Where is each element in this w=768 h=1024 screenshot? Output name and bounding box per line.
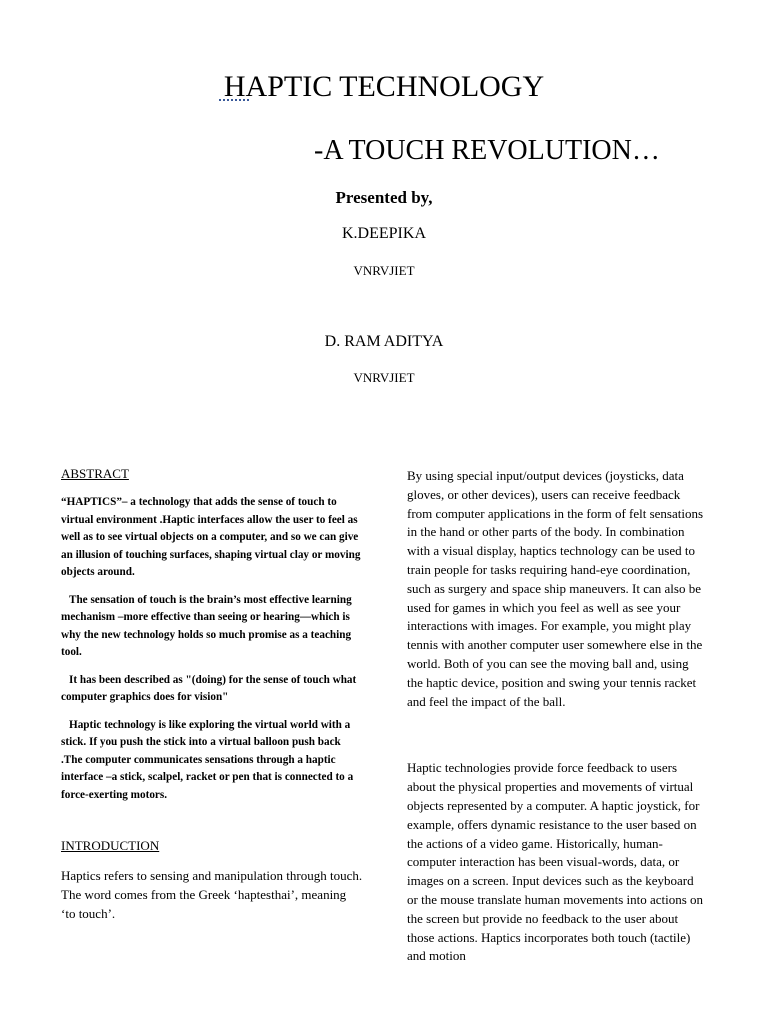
author-name-2: D. RAM ADITYA: [324, 333, 444, 350]
presented-by-label: Presented by,: [335, 188, 433, 207]
abstract-heading: ABSTRACT: [61, 466, 129, 481]
right-column: [407, 467, 707, 966]
paper-subtitle: -A TOUCH REVOLUTION…: [314, 135, 660, 166]
abstract-paragraph-2: The sensation of touch is the brain’s most effective learning mechanism –more effective than seeing or hearing—which is why the new technology holds so much promise as a teaching tool.: [61, 593, 352, 658]
introduction-heading: INTRODUCTION: [61, 838, 160, 853]
right-paragraph-1: By using special input/output devices (joysticks, data gloves, or other devices), users can receive feedback from computer applications in the form of felt sensations in the hand or other parts of the body. In combination with a visual display, haptics technology can be used to train people for tasks requiring hand-eye coordination, such as surgery and space ship maneuvers. It can also be used for games in which you feel as well as see your interactions with images. For example, you might play tennis with another computer user somewhere else in the world. Both of you can see the moving ball and, using the haptic device, position and swing your tennis racket and feel the impact of the ball.: [407, 468, 704, 709]
abstract-paragraph-3: It has been described as "(doing) for the sense of touch what computer graphics does for vision": [61, 673, 357, 703]
left-column: [61, 466, 363, 923]
abstract-paragraph-1: “HAPTICS”– a technology that adds the sense of touch to virtual environment .Haptic interfaces allow the user to feel as well as to see virtual objects on a computer, and so we can give an illusion of touching surfaces, shaping virtual clay or moving objects around.: [61, 496, 361, 578]
abstract-paragraph-4: Haptic technology is like exploring the virtual world with a stick. If you push the stick into a virtual balloon push back .The computer communicates sensations through a haptic interface –a stick, scalpel, racket or pen that is connected to a force-exerting motors.: [61, 718, 354, 801]
author-institution-2: VNRVJIET: [353, 370, 415, 385]
author-institution-1: VNRVJIET: [353, 263, 415, 278]
introduction-paragraph: Haptics refers to sensing and manipulation through touch. The word comes from the Greek ‘haptesthai’, meaning ‘to touch’.: [61, 868, 363, 921]
paper-title: HAPTIC TECHNOLOGY: [223, 70, 545, 103]
right-paragraph-2: Haptic technologies provide force feedback to users about the physical properties and movements of virtual objects represented by a computer. A haptic joystick, for example, offers dynamic resistance to the user based on the actions of a video game. Historically, human-computer interaction has been visual-words, data, or images on a screen. Input devices such as the keyboard or the mouse translate human movements into actions on the screen but provide no feedback to the user about those actions. Haptics incorporates both touch (tactile) and motion: [407, 760, 704, 964]
author-name-1: K.DEEPIKA: [342, 225, 426, 242]
